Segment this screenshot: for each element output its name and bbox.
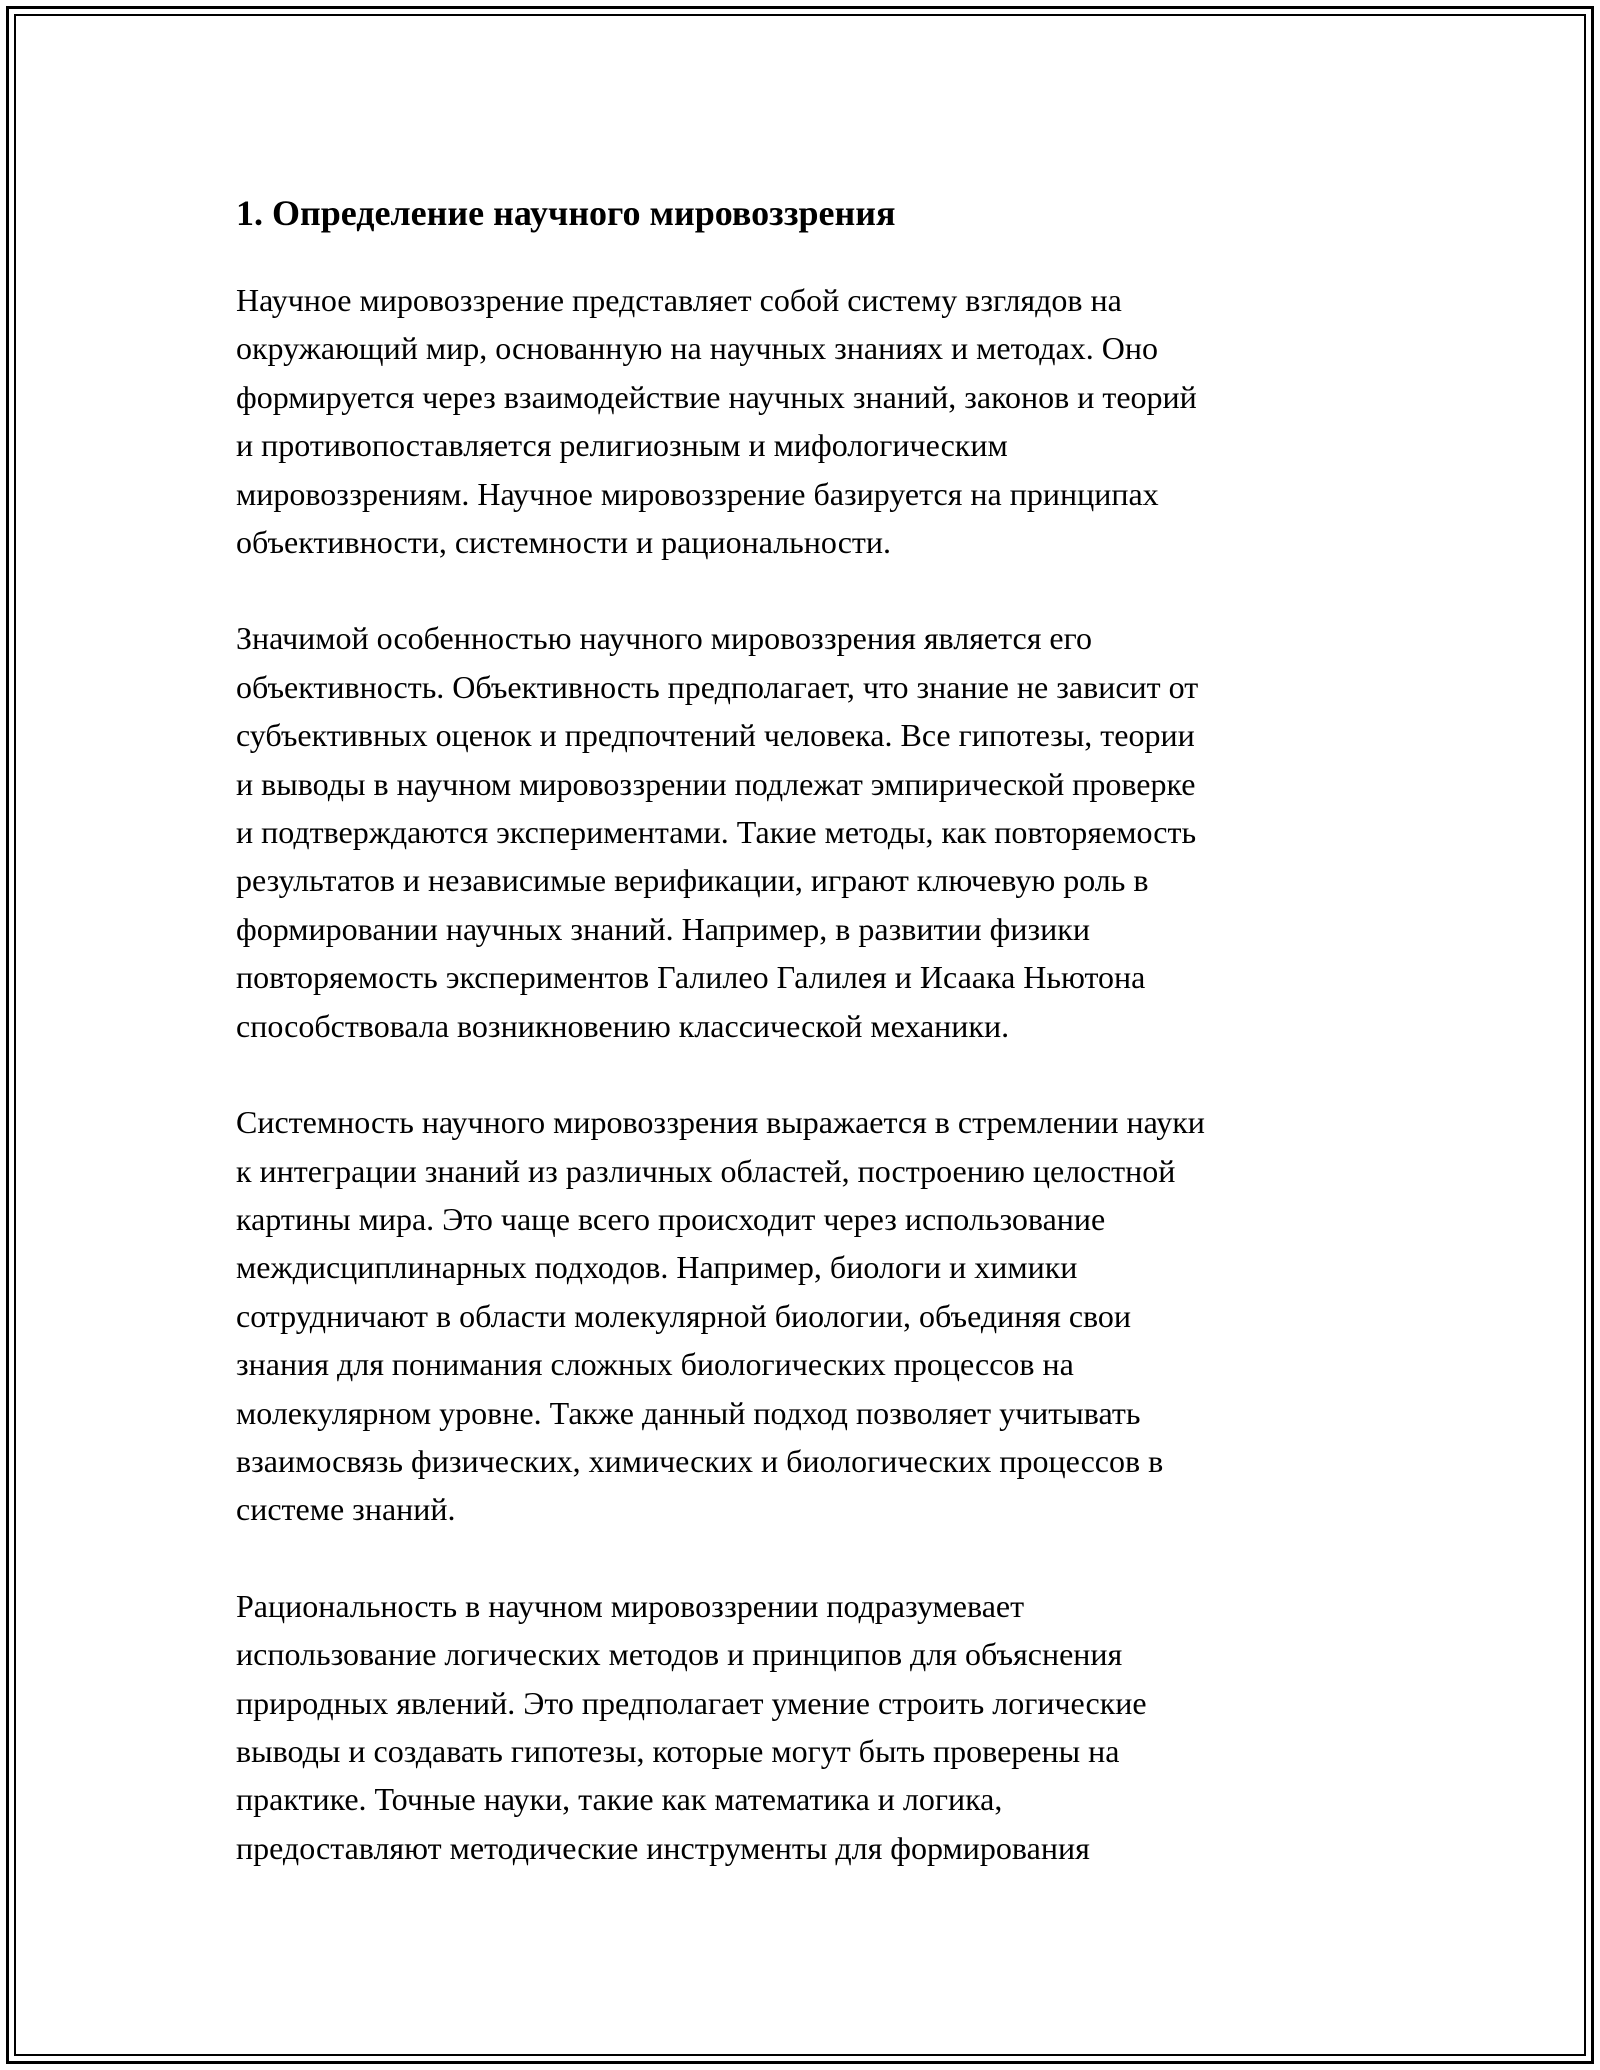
text-line: и противопоставляется религиозным и мифологическим (236, 427, 1008, 464)
paragraph-rationality (236, 1582, 1366, 1872)
text-line: знания для понимания сложных биологических процессов на (236, 1346, 1074, 1383)
text-line: Системность научного мировоззрения выражается в стремлении науки (236, 1104, 1205, 1141)
text-line: системе знаний. (236, 1491, 456, 1528)
text-line: результатов и независимые верификации, играют ключевую роль в (236, 862, 1149, 899)
text-line: картины мира. Это чаще всего происходит через использование (236, 1200, 1106, 1237)
paragraph-systematicity (236, 1098, 1366, 1534)
text-line: использование логических методов и принципов для объяснения (236, 1636, 1123, 1673)
text-line: Рациональность в научном мировоззрении подразумевает (236, 1587, 1025, 1624)
section-heading: 1. Определение научного мировоззрения (236, 193, 896, 233)
paragraph-objectivity (236, 614, 1366, 1050)
text-line: Значимой особенностью научного мировоззрения является его (236, 620, 1092, 657)
document-body (236, 180, 1366, 1920)
text-line: взаимосвязь физических, химических и биологических процессов в (236, 1442, 1164, 1479)
text-line: к интеграции знаний из различных областей, построению целостной (236, 1152, 1176, 1189)
text-line: предоставляют методические инструменты для формирования (236, 1829, 1090, 1866)
text-line: повторяемость экспериментов Галилео Галилея и Исаака Ньютона (236, 959, 1146, 996)
text-line: сотрудничают в области молекулярной биологии, объединяя свои (236, 1297, 1132, 1334)
text-line: формируется через взаимодействие научных знаний, законов и теорий (236, 378, 1197, 415)
text-line: молекулярном уровне. Также данный подход позволяет учитывать (236, 1394, 1141, 1431)
text-line: способствовала возникновению классической механики. (236, 1007, 1010, 1044)
paragraph-definition (236, 276, 1366, 566)
text-line: объективности, системности и рациональности. (236, 524, 891, 561)
text-line: выводы и создавать гипотезы, которые могут быть проверены на (236, 1732, 1120, 1769)
text-line: практике. Точные науки, такие как математика и логика, (236, 1781, 1003, 1818)
text-line: объективность. Объективность предполагает, что знание не зависит от (236, 668, 1199, 705)
text-line: природных явлений. Это предполагает умение строить логические (236, 1684, 1147, 1721)
text-line: окружающий мир, основанную на научных знаниях и методах. Оно (236, 330, 1158, 367)
text-line: Научное мировоззрение представляет собой систему взглядов на (236, 282, 1122, 318)
text-line: мировоззрениям. Научное мировоззрение базируется на принципах (236, 475, 1159, 512)
text-line: междисциплинарных подходов. Например, биологи и химики (236, 1249, 1078, 1286)
text-line: и выводы в научном мировоззрении подлежат эмпирической проверке (236, 765, 1196, 802)
text-line: субъективных оценок и предпочтений человека. Все гипотезы, теории (236, 717, 1195, 754)
text-line: и подтверждаются экспериментами. Такие методы, как повторяемость (236, 814, 1197, 851)
text-line: формировании научных знаний. Например, в развитии физики (236, 910, 1090, 947)
